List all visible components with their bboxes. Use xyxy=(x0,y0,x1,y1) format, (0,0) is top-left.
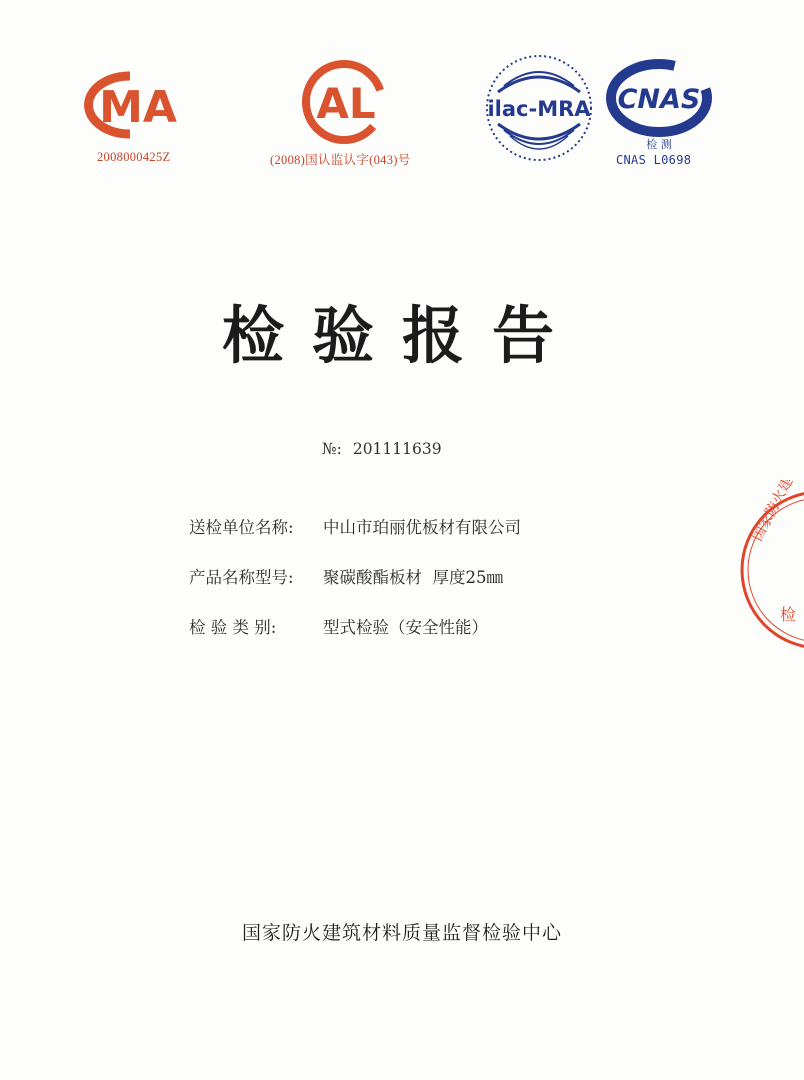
cnas-number: CNAS L0698 xyxy=(616,153,692,167)
cal-logo-mark: AL xyxy=(316,79,376,128)
issuing-organization: 国家防火建筑材料质量监督检验中心 xyxy=(241,922,562,944)
field-value: 型式检验（安全性能） xyxy=(323,618,488,637)
report-number-label: №: xyxy=(322,440,342,458)
cma-logo xyxy=(78,68,204,144)
seal-arc-text: 国家防火建 xyxy=(749,480,797,544)
ilac-mra-logo xyxy=(480,52,598,164)
report-number xyxy=(322,440,442,458)
cnas-logo xyxy=(603,58,719,150)
field-label: 产品名称型号: xyxy=(189,568,294,587)
cnas-logo-subtext: 检 测 xyxy=(646,138,672,150)
cnas-logo-mark: CNAS xyxy=(617,84,701,115)
ilac-mra-logo-mark: ilac-MRA xyxy=(487,97,591,121)
field-client xyxy=(189,514,521,538)
report-number-value: 201111639 xyxy=(352,440,442,458)
official-seal xyxy=(730,480,804,664)
field-value: 聚碳酸酯板材 厚度25㎜ xyxy=(323,568,503,587)
field-label: 检 验 类 别: xyxy=(189,618,277,637)
cma-number: 2008000425Z xyxy=(97,150,171,164)
seal-inner-text: 检 xyxy=(780,605,797,624)
cal-number: (2008)国认监认字(043)号 xyxy=(270,153,411,167)
cma-logo-mark: MA xyxy=(99,82,177,133)
cal-logo xyxy=(290,58,400,146)
field-value: 中山市珀丽优板材有限公司 xyxy=(323,518,521,537)
field-label: 送检单位名称: xyxy=(189,518,294,537)
field-product xyxy=(189,564,503,588)
document-title: 检验报告 xyxy=(221,299,582,372)
field-test-type xyxy=(189,614,488,638)
